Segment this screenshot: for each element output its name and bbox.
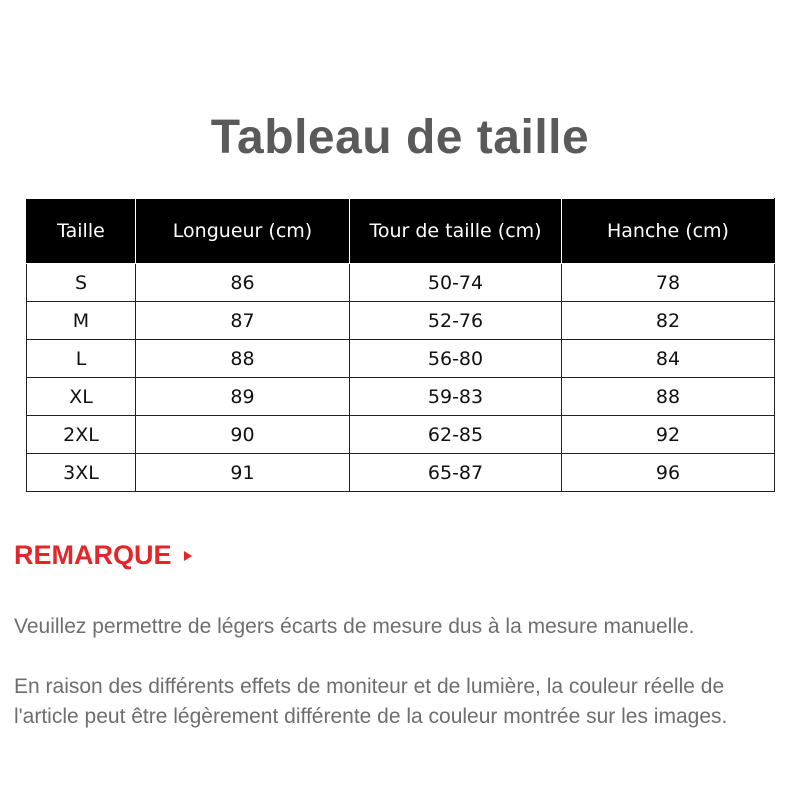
cell-length: 91 bbox=[136, 454, 350, 492]
cell-waist: 52-76 bbox=[350, 302, 562, 340]
cell-size: S bbox=[27, 264, 136, 302]
cell-size: 3XL bbox=[27, 454, 136, 492]
cell-waist: 59-83 bbox=[350, 378, 562, 416]
cell-hip: 88 bbox=[562, 378, 775, 416]
table-row bbox=[27, 378, 775, 416]
cell-size: L bbox=[27, 340, 136, 378]
cell-waist: 62-85 bbox=[350, 416, 562, 454]
cell-hip: 96 bbox=[562, 454, 775, 492]
note-color: En raison des différents effets de moniteur et de lumière, la couleur réelle de l'article peut être légèrement différente de la couleur montrée sur les images. bbox=[14, 675, 728, 728]
cell-hip: 92 bbox=[562, 416, 775, 454]
cell-hip: 78 bbox=[562, 264, 775, 302]
header-length: Longueur (cm) bbox=[136, 199, 350, 264]
table-row bbox=[27, 340, 775, 378]
page-title: Tableau de taille bbox=[210, 111, 590, 164]
table-header-row bbox=[27, 199, 775, 264]
table-row bbox=[27, 264, 775, 302]
table-row bbox=[27, 416, 775, 454]
table-row bbox=[27, 454, 775, 492]
cell-size: 2XL bbox=[27, 416, 136, 454]
cell-length: 87 bbox=[136, 302, 350, 340]
header-waist: Tour de taille (cm) bbox=[350, 199, 562, 264]
triangle-right-icon bbox=[184, 551, 192, 561]
table-row bbox=[27, 302, 775, 340]
remark-heading bbox=[14, 538, 192, 572]
note-measurement: Veuillez permettre de légers écarts de mesure dus à la mesure manuelle. bbox=[14, 615, 695, 638]
cell-hip: 84 bbox=[562, 340, 775, 378]
cell-size: M bbox=[27, 302, 136, 340]
cell-size: XL bbox=[27, 378, 136, 416]
cell-length: 86 bbox=[136, 264, 350, 302]
header-size: Taille bbox=[27, 199, 136, 264]
size-table bbox=[26, 198, 775, 492]
header-hip: Hanche (cm) bbox=[562, 199, 775, 264]
cell-length: 89 bbox=[136, 378, 350, 416]
cell-length: 90 bbox=[136, 416, 350, 454]
cell-hip: 82 bbox=[562, 302, 775, 340]
cell-waist: 50-74 bbox=[350, 264, 562, 302]
cell-length: 88 bbox=[136, 340, 350, 378]
cell-waist: 56-80 bbox=[350, 340, 562, 378]
cell-waist: 65-87 bbox=[350, 454, 562, 492]
remark-label: REMARQUE bbox=[14, 540, 172, 570]
